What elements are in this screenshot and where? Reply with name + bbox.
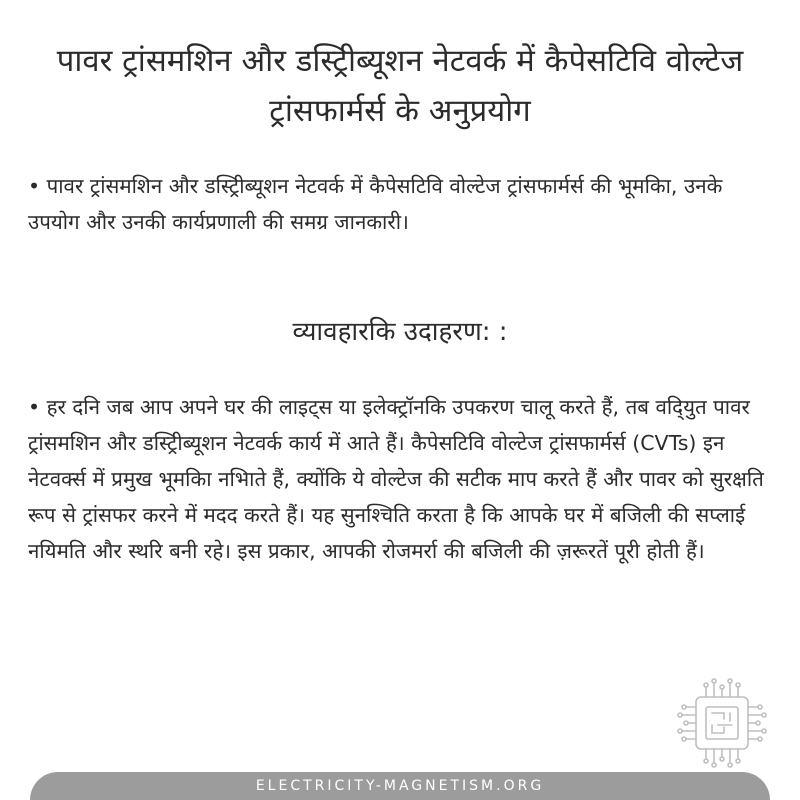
circuit-chip-icon: [674, 675, 770, 771]
footer-site-name[interactable]: ELECTRICITY-MAGNETISM.ORG: [255, 778, 545, 794]
section-heading: व्यावहारकि उदाहरण: :: [292, 317, 508, 347]
page-title: पावर ट्रांसमशिन और डस्ट्रिीब्यूशन नेटवर्क में कैपेसटिवि वोल्टेज ट्रांसफार्मर्स के अनुप्रयोग: [56, 43, 744, 129]
footer-band: [30, 772, 770, 800]
example-paragraph: • हर दनि जब आप अपने घर की लाइट्स या इलेक्ट्रॉनकि उपकरण चालू करते हैं, तब वदि्युत पावर ट्रांसमशिन और डस्ट्रिीब्यूशन नेटवर्क कार्य में आते हैं। कैपेसटिवि वोल्टेज ट्रांसफार्मर्स (CVTs) इन नेटवर्क्स में प्रमुख भूमकिा नभिाते हैं, क्योंकि ये वोल्टेज की सटीक माप करते हैं और पावर को सुरक्षति रूप से ट्रांसफर करने में मदद करते हैं। यह सुनश्चिति करता है कि आपके घर में बजिली की सप्लाई नयिमति और स्थरि बनी रहे। इस प्रकार, आपकी रोजमर्रा की बजिली की ज़रूरतें पूरी होती हैं।: [28, 395, 764, 563]
intro-paragraph: • पावर ट्रांसमशिन और डस्ट्रिीब्यूशन नेटवर्क में कैपेसटिवि वोल्टेज ट्रांसफार्मर्स की भूमकिा, उनके उपयोग और उनकी कार्यप्रणाली की समग्र जानकारी।: [28, 174, 723, 234]
